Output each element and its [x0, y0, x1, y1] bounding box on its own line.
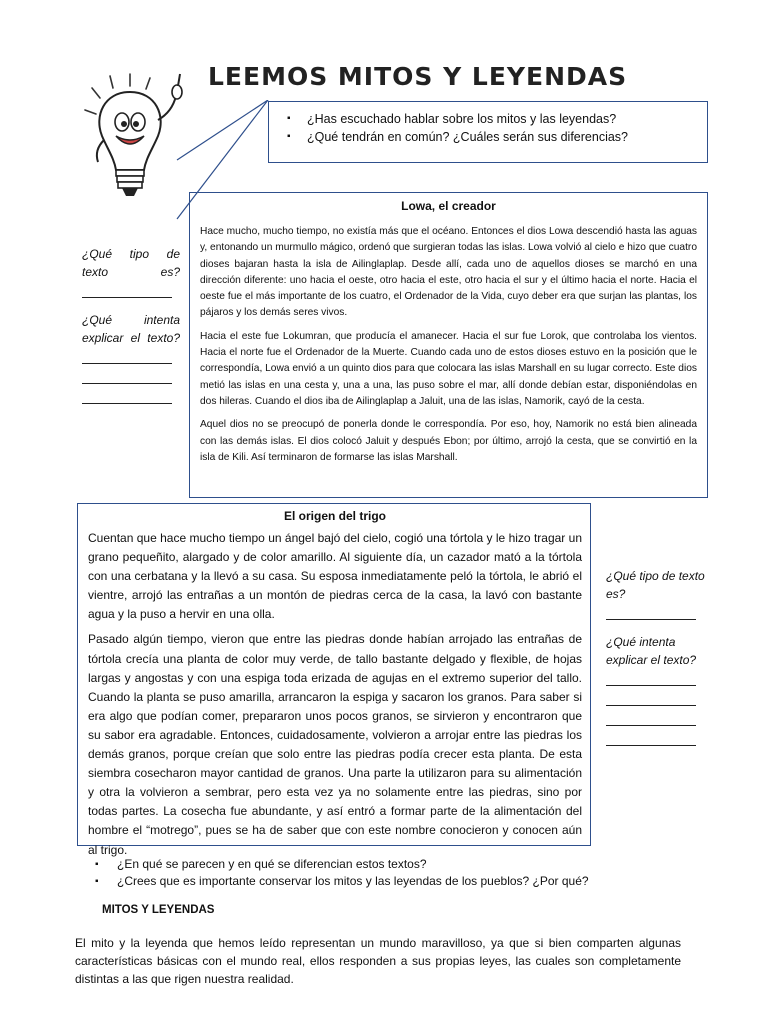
lightbulb-mascot-icon	[80, 70, 190, 205]
side-questions-1	[82, 245, 180, 407]
answer-line[interactable]	[606, 729, 696, 746]
intro-questions-list	[307, 110, 707, 146]
comparison-question: ▪ ¿En qué se parecen y en qué se diferencian estos textos?	[95, 856, 589, 873]
side-questions-2	[606, 567, 706, 749]
story-paragraph: Cuentan que hace mucho tiempo un ángel bajó del cielo, cogió una tórtola y le hizo tragar un grano pequeñito, alargado y de color amarillo. Al siguiente día, un cazador mató a la tórtola con una cerbatana y la llevó a su casa. Su esposa inmediatamente peló la tórtola, le abrió el vientre, arrojó las entrañas a un montón de piedras cerca de la casa, la lavó con bastante agua y la puso a hervir en una olla.	[88, 531, 582, 622]
story-paragraph: Pasado algún tiempo, vieron que entre las piedras donde habían arrojado las entrañas de tórtola crecía una planta de color muy verde, de tallo bastante delgado y flexible, de hojas largas y angostas y con una espiga toda erizada de agujas en el extremo superior del tallo. Cuando la planta se puso amarilla, arrancaron la espiga y sacaron los granos. Para saber si era algo que podían comer, prepararon unos pocos granos, se sirvieron y encontraron que su sabor era agradable. Entonces, cuidadosamente, volvieron a arrojar entre las piedras los demás granos, porque creían que solo entre las piedras podía crecer esta planta. De esta siembra cosecharon mayor cantidad de granos. Una parte la utilizaron para su alimentación y otra la volvieron a sembrar, pero esta vez ya no solamente entre las piedras, sino por todas partes. La cosecha fue abundante, y así entró a formar parte de la alimentación del hombre el “motrego”, pues se ha de saber que con este nombre conocieron y conocen aún al trigo.	[88, 632, 582, 857]
story-paragraph: Hacia el este fue Lokumran, que producía el amanecer. Hacia el sur fue Lorok, que controlaba los vientos. Hacia el norte fue el Ordenador de la Muerte. Cuando cada uno de estos dioses estuvo en la posición que le correspondía, Lowa envió a un quinto dios para que colocara las islas Marshall en su lugar correcto. Este dios metió las islas en una cesta y, una a una, las puso sobre el mar, allí donde debían estar, disponiéndolas en dos hileras. Cuando el dios iba de Ailinglaplap a Jaluit, una de las islas, Namorik, cayó de la cesta.	[200, 330, 697, 407]
intro-questions-box	[268, 101, 708, 163]
comparison-questions	[95, 856, 589, 890]
question-text-purpose: ¿Qué intenta explicar el texto?	[606, 635, 697, 667]
answer-line[interactable]	[606, 669, 696, 686]
answer-line[interactable]	[82, 367, 172, 384]
story-lowa-box	[189, 192, 708, 498]
story-trigo-title: El origen del trigo	[283, 509, 386, 523]
story-paragraph: Hace mucho, mucho tiempo, no existía más que el océano. Entonces el dios Lowa descendió hasta las aguas y, entonando un murmullo mágico, ordenó que surgieran todas las islas. Lowa volvió al cielo e hizo que cuatro dioses bajaran hasta la isla de Ailinglaplap. Desde allí, cada uno de aquellos dioses se marchó en una dirección diferente: uno hacia el oeste, otro hacia el este, otro hacia el sur y el último hacia el norte. Hacia el oeste fue el más importante de los cuatro, el Ordenador de la Vida, cuyo deber era que surjan las plantas, los pájaros y los demás seres vivos.	[200, 226, 697, 319]
section-heading: MITOS Y LEYENDAS	[102, 904, 215, 916]
answer-line[interactable]	[82, 347, 172, 364]
answer-line[interactable]	[82, 387, 172, 404]
question-text-type: ¿Qué tipo de texto es?	[606, 569, 705, 601]
answer-line[interactable]	[606, 689, 696, 706]
answer-line[interactable]	[606, 709, 696, 726]
story-paragraph: Aquel dios no se preocupó de ponerla donde le correspondía. Por eso, hoy, Namorik no está bien alineada con las demás islas. El dios colocó Jaluit y después Ebon; por último, arrojó la cesta, que se convirtió en la isla de Kili. Así terminaron de formarse las islas Marshall.	[200, 419, 697, 463]
answer-line[interactable]	[606, 603, 696, 620]
intro-question: ▪ ¿Qué tendrán en común? ¿Cuáles serán sus diferencias?	[307, 128, 707, 146]
intro-question: ▪ ¿Has escuchado hablar sobre los mitos y las leyendas?	[307, 110, 707, 128]
question-text-purpose: ¿Qué intenta explicar el texto?	[82, 313, 180, 345]
story-trigo-box	[77, 503, 591, 857]
question-text-type: ¿Qué tipo de texto es?	[82, 247, 180, 279]
comparison-question: ▪ ¿Crees que es importante conservar los mitos y las leyendas de los pueblos? ¿Por qué?	[95, 873, 589, 890]
page-title: LEEMOS MITOS Y LEYENDAS	[208, 62, 628, 91]
section-paragraph: El mito y la leyenda que hemos leído representan un mundo maravilloso, ya que si bien comparten algunas características básicas con el mundo real, ellos responden a sus propias leyes, las cuales son completamente distintas a las que rigen nuestra realidad.	[75, 936, 681, 986]
story-lowa-title: Lowa, el creador	[401, 199, 496, 213]
answer-line[interactable]	[82, 281, 172, 298]
